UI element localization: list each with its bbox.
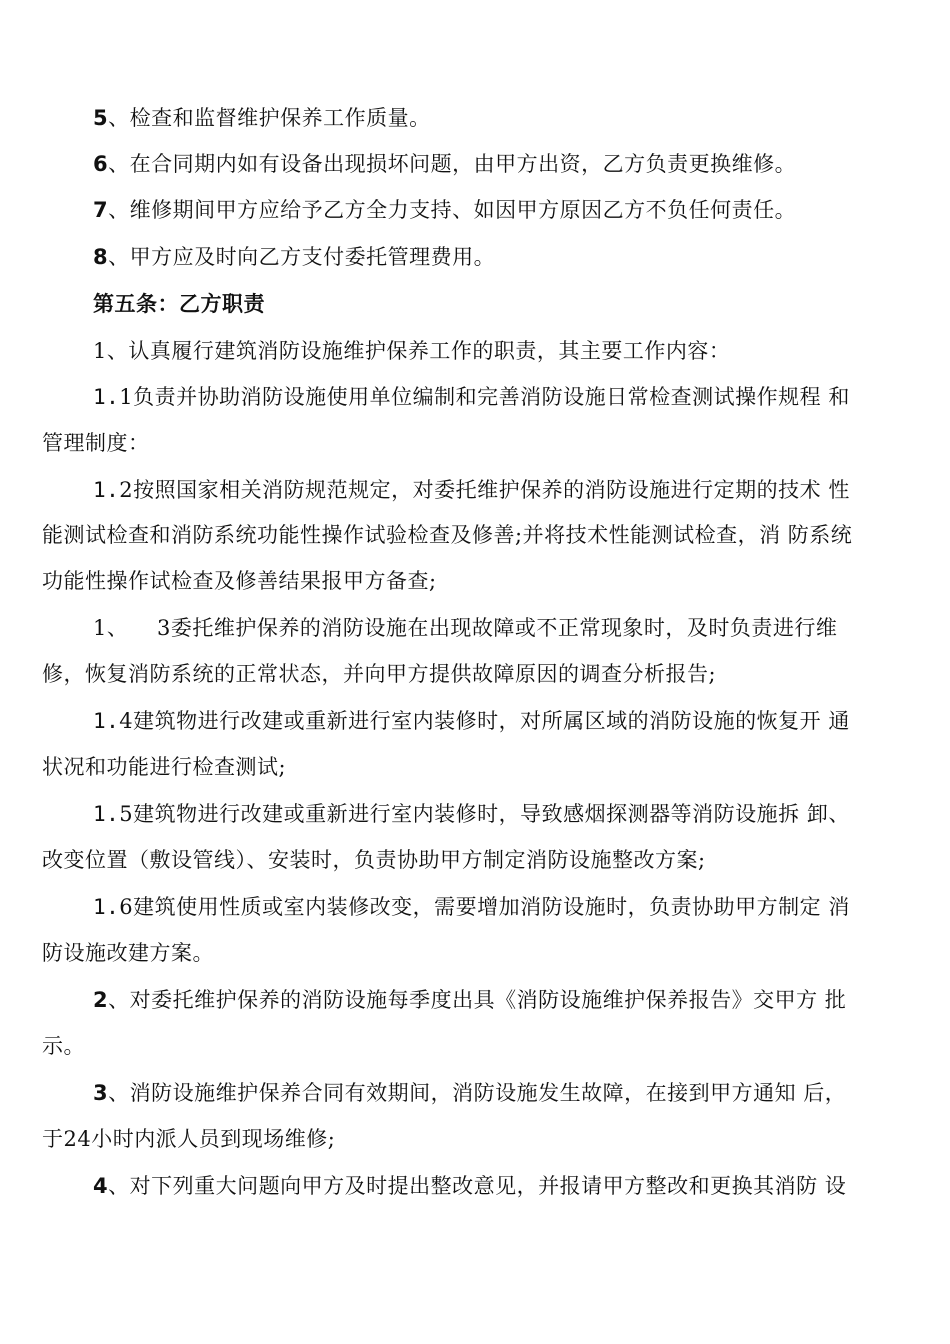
subitem-1-2-line bbox=[93, 476, 850, 504]
item-number: 1. bbox=[93, 895, 120, 919]
subitem-1-6-line bbox=[93, 893, 850, 921]
paragraph-line: 能测试检查和消防系统功能性操作试验检查及修善;并将技术性能测试检查，消 防系统 bbox=[42, 523, 853, 547]
item-text: 、消防设施维护保养合同有效期间，消防设施发生故障，在接到甲方通知 后， bbox=[108, 1081, 847, 1105]
paragraph-line: 功能性操作试检查及修善结果报甲方备查; bbox=[42, 569, 437, 593]
item-text: 、在合同期内如有设备出现损坏问题，由甲方出资，乙方负责更换维修。 bbox=[108, 152, 797, 176]
item-number: 4 bbox=[93, 1174, 109, 1198]
subitem-1-3-line: 1、 3委托维护保养的消防设施在出现故障或不正常现象时，及时负责进行维 bbox=[93, 616, 838, 640]
item-8-line bbox=[93, 243, 495, 271]
paragraph-line: 于24小时内派人员到现场维修; bbox=[42, 1127, 336, 1151]
item-text: 5建筑物进行改建或重新进行室内装修时，导致感烟探测器等消防设施拆 卸、 bbox=[119, 802, 850, 826]
item-number: 1. bbox=[93, 709, 120, 733]
item-3-line bbox=[93, 1079, 846, 1107]
item-4-line bbox=[93, 1172, 846, 1200]
item-number: 5 bbox=[93, 106, 109, 130]
item-number: 3 bbox=[93, 1081, 109, 1105]
item-number: 1. bbox=[93, 385, 120, 409]
item-number: 1. bbox=[93, 478, 120, 502]
item-2-line bbox=[93, 986, 846, 1014]
item-text: 4建筑物进行改建或重新进行室内装修时，对所属区域的消防设施的恢复开 通 bbox=[119, 709, 850, 733]
item-7-line bbox=[93, 196, 796, 224]
item-number: 2 bbox=[93, 988, 109, 1012]
item-text: 、对委托维护保养的消防设施每季度出具《消防设施维护保养报告》交甲方 批 bbox=[108, 988, 847, 1012]
paragraph-line: 改变位置（敷设管线）、安装时，负责协助甲方制定消防设施整改方案; bbox=[42, 848, 706, 872]
item-text: 6建筑使用性质或室内装修改变，需要增加消防设施时，负责协助甲方制定 消 bbox=[119, 895, 850, 919]
subitem-1-5-line bbox=[93, 800, 850, 828]
paragraph-line: 示。 bbox=[42, 1034, 85, 1058]
item-text: 、维修期间甲方应给予乙方全力支持、如因甲方原因乙方不负任何责任。 bbox=[108, 198, 797, 222]
item-text: 、检查和监督维护保养工作质量。 bbox=[108, 106, 431, 130]
item-number: 7 bbox=[93, 198, 109, 222]
item-text: 、甲方应及时向乙方支付委托管理费用。 bbox=[108, 245, 496, 269]
section-heading: 第五条：乙方职责 bbox=[93, 291, 265, 316]
item-6-line bbox=[93, 150, 796, 178]
item-5-line bbox=[93, 104, 431, 132]
paragraph-line: 1、认真履行建筑消防设施维护保养工作的职责，其主要工作内容： bbox=[93, 339, 731, 363]
subitem-1-1-line bbox=[93, 383, 850, 411]
paragraph-line: 防设施改建方案。 bbox=[42, 941, 214, 965]
item-text: 1负责并协助消防设施使用单位编制和完善消防设施日常检查测试操作规程 和 bbox=[119, 385, 850, 409]
paragraph-line: 管理制度： bbox=[42, 431, 150, 455]
item-text: 2按照国家相关消防规范规定，对委托维护保养的消防设施进行定期的技术 性 bbox=[119, 478, 850, 502]
item-number: 1. bbox=[93, 802, 120, 826]
paragraph-line: 状况和功能进行检查测试; bbox=[42, 755, 287, 779]
subitem-1-4-line bbox=[93, 707, 850, 735]
item-number: 6 bbox=[93, 152, 109, 176]
paragraph-line: 修，恢复消防系统的正常状态，并向甲方提供故障原因的调查分析报告; bbox=[42, 662, 717, 686]
item-number: 8 bbox=[93, 245, 109, 269]
item-text: 、对下列重大问题向甲方及时提出整改意见，并报请甲方整改和更换其消防 设 bbox=[108, 1174, 847, 1198]
